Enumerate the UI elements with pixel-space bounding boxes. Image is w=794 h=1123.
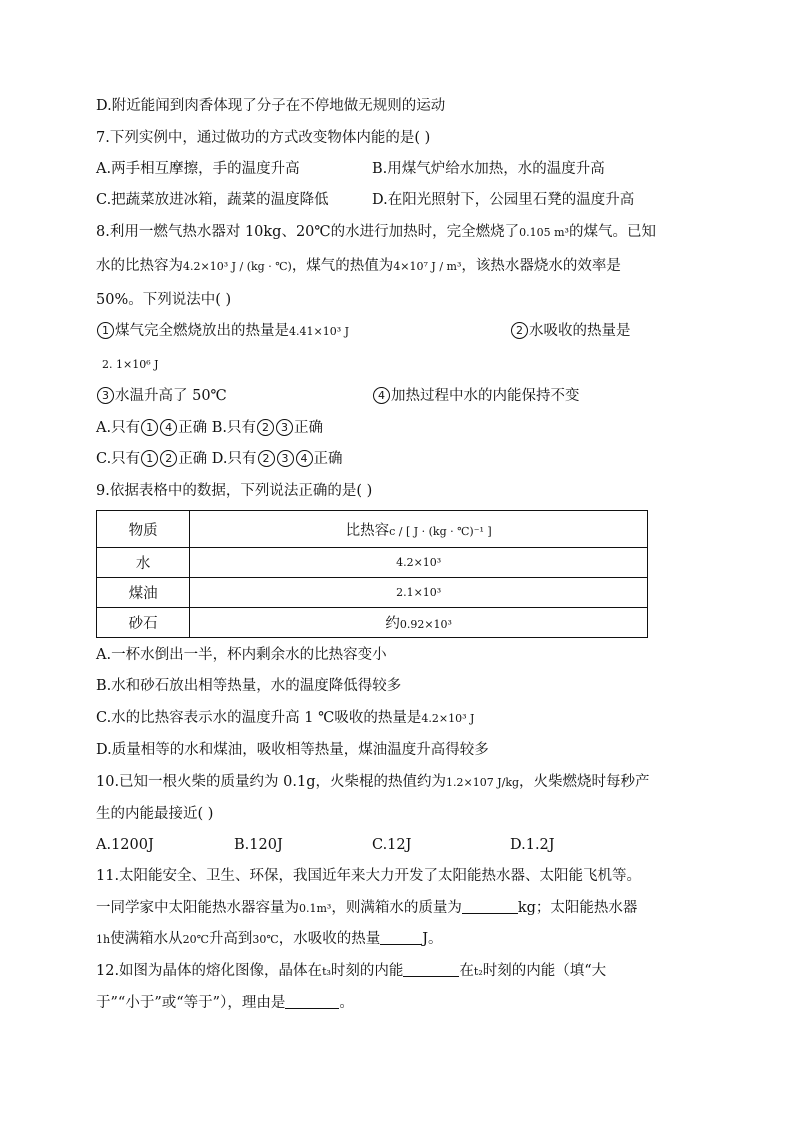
q6-option-d: D.附近能闻到肉香体现了分子在不停地做无规则的运动 — [96, 98, 446, 114]
q8-gas-volume: 0.105 m³ — [519, 226, 569, 239]
q8-statement-2 — [510, 321, 631, 341]
q8-stem-line1 — [96, 222, 656, 243]
table-header-specific-heat — [190, 511, 648, 548]
q11-line3-text: 使满箱水从 — [110, 931, 183, 947]
q8-statement-4 — [372, 386, 580, 406]
q12-line1 — [96, 961, 606, 982]
circle-number-2: 2 — [257, 419, 274, 436]
q8-statement-1 — [96, 321, 349, 342]
q9-option-d: D.质量相等的水和煤油，吸收相等热量，煤油温度升高得较多 — [96, 742, 489, 758]
q10-option-b: B.120J — [234, 837, 283, 853]
q11-line2-text: 一同学家中太阳能热水器容量为 — [96, 900, 299, 916]
q9-option-c-text: C.水的比热容表示水的温度升高 1 ℃吸收的热量是 — [96, 710, 422, 726]
q8-option-a-label: A.只有 — [96, 420, 141, 436]
circle-number-2: 2 — [160, 450, 177, 467]
circle-number-4: 4 — [160, 419, 177, 436]
q12-time-t3: t₃ — [322, 965, 331, 978]
circle-number-3: 3 — [276, 419, 293, 436]
q9-option-a: A.一杯水倒出一半，杯内剩余水的比热容变小 — [96, 647, 387, 663]
q7-option-c: C.把蔬菜放进冰箱，蔬菜的温度降低 — [96, 192, 329, 208]
circle-number-4: 4 — [373, 387, 390, 404]
answer-blank[interactable] — [380, 930, 422, 945]
table-header-row — [97, 511, 648, 548]
circle-number-4: 4 — [296, 450, 313, 467]
table-cell-value — [190, 608, 648, 638]
table-cell-value: 2.1×10³ — [190, 578, 648, 608]
table-cell-substance: 煤油 — [97, 578, 190, 608]
q7-option-d: D.在阳光照射下，公园里石凳的温度升高 — [372, 192, 635, 208]
circle-number-3: 3 — [277, 450, 294, 467]
q8-stem2-text: 水的比热容为 — [96, 258, 183, 274]
table-row — [97, 578, 648, 608]
q10-stem-line2: 生的内能最接近( ) — [96, 806, 214, 822]
q11-capacity: 0.1m³ — [299, 902, 332, 915]
q11-line1: 11.太阳能安全、卫生、环保，我国近年来大力开发了太阳能热水器、太阳能飞机等。 — [96, 868, 642, 884]
approx-prefix: 约 — [385, 616, 400, 632]
circle-number-1: 1 — [141, 450, 158, 467]
q11-line2-end: kg；太阳能热水器 — [517, 900, 638, 916]
q11-line2 — [96, 898, 637, 919]
q8-statement-1-text: 煤气完全燃烧放出的热量是 — [115, 323, 289, 339]
q11-line3-end: J。 — [422, 931, 443, 947]
q10-option-c: C.12J — [372, 837, 412, 853]
q11-line3-mid: 升高到 — [208, 931, 253, 947]
q10-heat-value: 1.2×107 J/kg — [446, 776, 520, 789]
q9-option-c-value: 4.2×10³ J — [421, 712, 475, 725]
table-cell-substance: 水 — [97, 548, 190, 578]
answer-blank[interactable] — [462, 899, 518, 914]
q9-option-c — [96, 708, 474, 729]
q8-option-c-label: C.只有 — [96, 451, 141, 467]
q12-line2-text: 于”“小于”或“等于”），理由是 — [96, 995, 286, 1011]
q7-option-a: A.两手相互摩擦，手的温度升高 — [96, 161, 300, 177]
q12-line2 — [96, 993, 354, 1013]
q9-option-b: B.水和砂石放出相等热量，水的温度降低得较多 — [96, 678, 402, 694]
q8-statement-2-text: 水吸收的热量是 — [529, 323, 631, 339]
q7-stem: 7.下列实例中，通过做功的方式改变物体内能的是( ) — [96, 130, 431, 146]
answer-blank[interactable] — [285, 994, 339, 1009]
q8-statement-2-value: 2. 1×10⁶ J — [102, 358, 159, 371]
q8-statement-3 — [96, 386, 227, 406]
q11-line3 — [96, 929, 443, 950]
q8-options-ab — [96, 418, 323, 438]
specific-heat-label: 比热容 — [345, 522, 390, 539]
q12-line1-text: 12.如图为晶体的熔化图像，晶体在 — [96, 963, 323, 979]
circle-number-2: 2 — [511, 322, 528, 339]
answer-blank[interactable] — [403, 962, 459, 977]
q8-option-d-label: 正确 D.只有 — [178, 451, 257, 467]
q10-stem-line1 — [96, 772, 650, 793]
q8-stem-line3: 50%。下列说法中( ) — [96, 292, 232, 308]
table-row — [97, 608, 648, 638]
q8-option-b-end: 正确 — [293, 420, 323, 436]
q8-statement-4-text: 加热过程中水的内能保持不变 — [391, 388, 580, 404]
table-row — [97, 548, 648, 578]
q8-stem2-text-end: ，该热水器烧水的效率是 — [461, 258, 621, 274]
q8-statement-3-text: 水温升高了 50℃ — [115, 388, 227, 404]
q8-heat-value: 4×10⁷ J / m³ — [393, 260, 462, 273]
approx-value: 0.92×10³ — [399, 618, 452, 631]
specific-heat-table — [96, 510, 648, 638]
q12-line1-end: 时刻的内能（填“大 — [482, 963, 607, 979]
q10-option-d: D.1.2J — [510, 837, 555, 853]
q8-statement-1-value: 4.41×10³ J — [289, 325, 350, 338]
circle-number-2: 2 — [258, 450, 275, 467]
q7-option-b: B.用煤气炉给水加热，水的温度升高 — [372, 161, 605, 177]
table-cell-substance: 砂石 — [97, 608, 190, 638]
q12-line1-mid: 时刻的内能 — [330, 963, 404, 979]
q11-line3-mid2: ，水吸收的热量 — [278, 931, 381, 947]
q9-stem: 9.依据表格中的数据，下列说法正确的是( ) — [96, 483, 373, 499]
q8-option-d-end: 正确 — [313, 451, 343, 467]
table-cell-value: 4.2×10³ — [190, 548, 648, 578]
q8-stem-text-end: 的煤气。已知 — [568, 224, 656, 240]
circle-number-3: 3 — [97, 387, 114, 404]
q11-start-temp: 20℃ — [182, 933, 209, 946]
q11-line2-mid: ，则满箱水的质量为 — [331, 900, 462, 916]
q12-time-t2: t₂ — [473, 965, 483, 978]
specific-heat-unit: c / [ J · (kg · ℃)⁻¹ ] — [389, 524, 492, 538]
q8-option-b-label: 正确 B.只有 — [178, 420, 256, 436]
q11-duration: 1h — [96, 933, 111, 946]
q10-stem-text-end: ，火柴燃烧时每秒产 — [519, 774, 650, 790]
q8-options-cd — [96, 449, 343, 469]
q8-stem-text: 8.利用一燃气热水器对 10kg、20℃的水进行加热时，完全燃烧了 — [96, 224, 520, 240]
q10-stem-text: 10.已知一根火柴的质量约为 0.1g，火柴棍的热值约为 — [96, 774, 447, 790]
q8-stem-line2 — [96, 256, 621, 277]
q8-stem2-text-mid: ，煤气的热值为 — [291, 258, 394, 274]
q12-line1-mid2: 在 — [459, 963, 474, 979]
table-header-substance: 物质 — [97, 511, 190, 548]
q8-specific-heat: 4.2×10³ J / (kg · ℃) — [183, 260, 292, 273]
q10-option-a: A.1200J — [96, 837, 154, 853]
circle-number-1: 1 — [97, 322, 114, 339]
circle-number-1: 1 — [141, 419, 158, 436]
q12-line2-end: 。 — [339, 995, 354, 1011]
q11-end-temp: 30℃ — [252, 933, 279, 946]
